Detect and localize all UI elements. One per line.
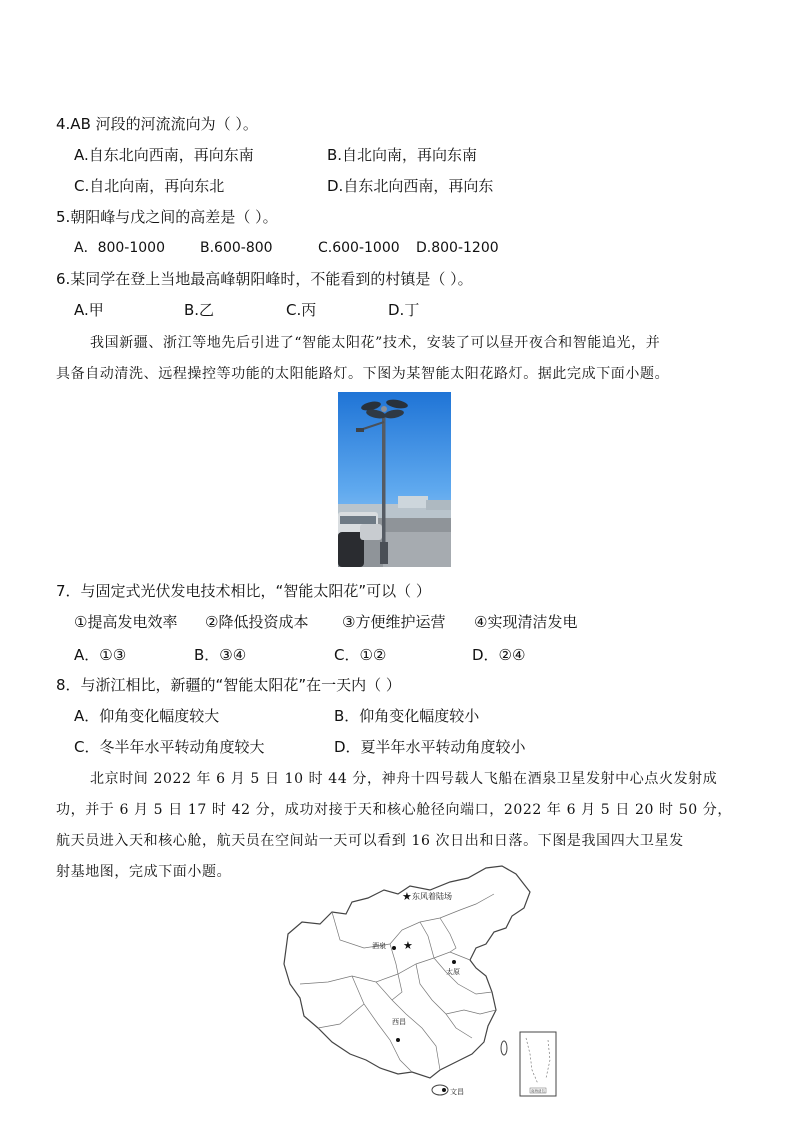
passage-2-line-2: 功，并于 6 月 5 日 17 时 42 分，成功对接于天和核心舱径向端口，2022 年 6 月 5 日 20 时 50 分， bbox=[56, 802, 732, 818]
q7-statement-3: ③方便维护运营 bbox=[342, 613, 446, 631]
q8-option-a: A．仰角变化幅度较大 bbox=[74, 707, 220, 725]
q4-option-c: C.自北向南，再向东北 bbox=[74, 177, 225, 195]
q7-statement-4: ④实现清洁发电 bbox=[474, 613, 578, 631]
q7-option-a: A．①③ bbox=[74, 646, 127, 664]
passage-1-line-1: 我国新疆、浙江等地先后引进了“智能太阳花”技术，安装了可以昼开夜合和智能追光，并 bbox=[90, 335, 661, 351]
q6-option-d: D.丁 bbox=[388, 301, 420, 319]
q7-option-b: B．③④ bbox=[194, 646, 247, 664]
passage-2-line-4: 射基地图，完成下面小题。 bbox=[56, 864, 232, 880]
q6-option-a: A.甲 bbox=[74, 301, 104, 319]
q5-option-a: A．800-1000 bbox=[74, 240, 165, 256]
smart-solar-flower-photo bbox=[338, 392, 451, 567]
q7-statement-2: ②降低投资成本 bbox=[205, 613, 309, 631]
q6-option-b: B.乙 bbox=[184, 301, 215, 319]
label-dongfeng: 东风着陆场 bbox=[412, 892, 452, 901]
q4-option-b: B.自北向南，再向东南 bbox=[327, 146, 478, 164]
q4-option-a: A.自东北向西南，再向东南 bbox=[74, 146, 254, 164]
satellite-launch-sites-map bbox=[280, 864, 562, 1114]
jiuquan-star-icon: ★ bbox=[403, 939, 413, 952]
label-wenchang: 文昌 bbox=[450, 1088, 464, 1096]
label-taiyuan: 太原 bbox=[446, 968, 460, 976]
q7-statement-1: ①提高发电效率 bbox=[74, 613, 178, 631]
q8-option-c: C．冬半年水平转动角度较大 bbox=[74, 738, 265, 756]
q7-option-d: D．②④ bbox=[472, 646, 526, 664]
q6-option-c: C.丙 bbox=[286, 301, 317, 319]
question-6-stem: 6.某同学在登上当地最高峰朝阳峰时，不能看到的村镇是（ ）。 bbox=[56, 270, 473, 288]
label-inset: 南海诸岛 bbox=[531, 1089, 545, 1093]
label-xichang: 西昌 bbox=[392, 1018, 406, 1026]
q5-option-b: B.600-800 bbox=[200, 240, 273, 256]
passage-1-line-2: 具备自动清洗、远程操控等功能的太阳能路灯。下图为某智能太阳花路灯。据此完成下面小题。 bbox=[56, 366, 670, 382]
q8-option-d: D．夏半年水平转动角度较小 bbox=[334, 738, 526, 756]
q4-option-d: D.自东北向西南，再向东 bbox=[327, 177, 494, 195]
q7-option-c: C．①② bbox=[334, 646, 387, 664]
question-4-stem: 4.AB 河段的河流流向为（ ）。 bbox=[56, 115, 258, 133]
passage-2-line-3: 航天员进入天和核心舱，航天员在空间站一天可以看到 16 次日出和日落。下图是我国四大卫星发 bbox=[56, 833, 684, 849]
label-jiuquan: 酒泉 bbox=[372, 942, 386, 950]
question-8-stem: 8．与浙江相比，新疆的“智能太阳花”在一天内（ ） bbox=[56, 676, 401, 694]
q5-option-d: D.800-1200 bbox=[416, 240, 499, 256]
question-7-stem: 7．与固定式光伏发电技术相比，“智能太阳花”可以（ ） bbox=[56, 582, 431, 600]
passage-2-line-1: 北京时间 2022 年 6 月 5 日 10 时 44 分，神舟十四号载人飞船在酒泉卫星发射中心点火发射成 bbox=[90, 771, 718, 787]
q8-option-b: B．仰角变化幅度较小 bbox=[334, 707, 480, 725]
south-china-sea-inset bbox=[520, 1032, 556, 1096]
dongfeng-star-icon: ★ bbox=[402, 890, 412, 903]
question-5-stem: 5.朝阳峰与戊之间的高差是（ ）。 bbox=[56, 208, 278, 226]
q5-option-c: C.600-1000 bbox=[318, 240, 400, 256]
